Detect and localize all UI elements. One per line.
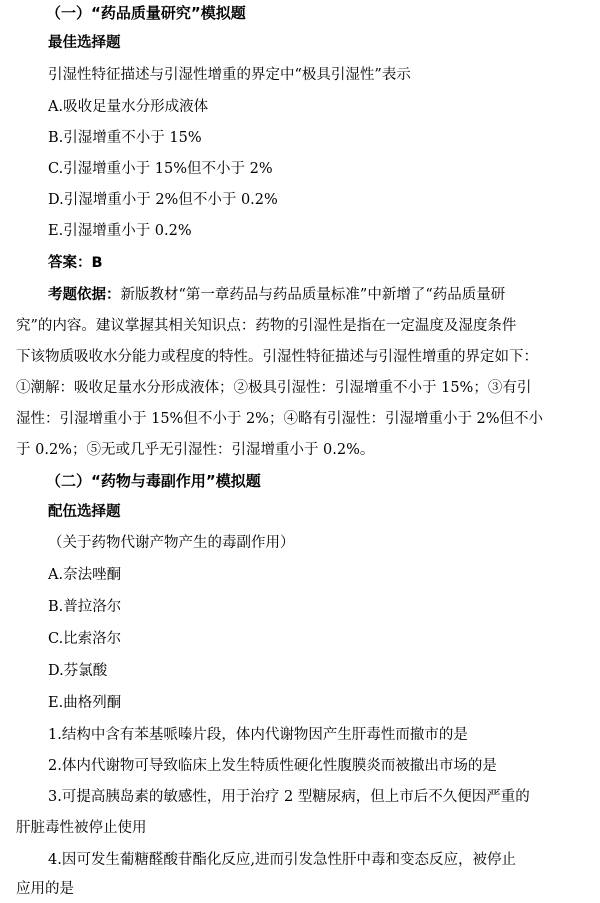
option-d: D.引湿增重小于 2%但不小于 0.2%: [48, 192, 278, 208]
section2-question: （关于药物代谢产物产生的毒副作用）: [48, 535, 295, 551]
basis-line-6: 于 0.2%；⑤无或几乎无引湿性：引湿增重小于 0.2%。: [16, 442, 375, 458]
question-item-2: 2.体内代谢物可导致临床上发生特质性硬化性腹膜炎而被撤出市场的是: [48, 758, 497, 774]
question-item-3: 3.可提高胰岛素的敏感性，用于治疗 2 型糖尿病，但上市后不久便因严重的: [48, 789, 530, 805]
section2-option-d: D.芬氯酸: [48, 663, 108, 679]
option-e: E.引湿增重小于 0.2%: [48, 223, 192, 239]
section2-subtitle: 配伍选择题: [48, 504, 121, 520]
section1-subtitle: 最佳选择题: [48, 35, 121, 51]
basis-line-3: 下该物质吸收水分能力或程度的特性。引湿性特征描述与引湿性增重的界定如下：: [16, 349, 538, 365]
option-a: A.吸收足量水分形成液体: [48, 99, 209, 115]
section1-question: 引湿性特征描述与引湿性增重的界定中“极具引湿性”表示: [48, 67, 411, 83]
section2-title: （二）“药物与毒副作用”模拟题: [46, 472, 261, 490]
question-item-1: 1.结构中含有苯基哌嗪片段，体内代谢物因产生肝毒性而撤市的是: [48, 727, 468, 743]
basis-text-1: 新版教材“第一章药品与药品质量标准”中新增了“药品质量研: [120, 287, 506, 303]
section1-title: （一）“药品质量研究”模拟题: [46, 4, 246, 22]
section2-option-e: E.曲格列酮: [48, 695, 122, 711]
basis-line-2: 究”的内容。建议掌握其相关知识点：药物的引湿性是指在一定温度及湿度条件: [16, 318, 517, 334]
question-item-3-cont: 肝脏毒性被停止使用: [16, 820, 147, 836]
basis-line-4: ①潮解：吸收足量水分形成液体；②极具引湿性：引湿增重不小于 15%；③有引: [16, 380, 532, 396]
section2-option-b: B.普拉洛尔: [48, 599, 122, 615]
question-item-4: 4.因可发生葡糖醛酸苷酯化反应,进而引发急性肝中毒和变态反应，被停止: [48, 852, 516, 868]
basis-label: 考题依据：: [48, 287, 121, 303]
answer: 答案：B: [48, 255, 103, 271]
question-item-4-cont: 应用的是: [16, 881, 74, 897]
basis-line-5: 湿性：引湿增重小于 15%但不小于 2%；④略有引湿性：引湿增重小于 2%但不小: [16, 411, 544, 427]
section2-option-c: C.比索洛尔: [48, 631, 122, 647]
section2-option-a: A.奈法唑酮: [48, 567, 122, 583]
option-b: B.引湿增重不小于 15%: [48, 130, 202, 146]
basis-line-1: [0, 284, 600, 308]
option-c: C.引湿增重小于 15%但不小于 2%: [48, 161, 273, 177]
